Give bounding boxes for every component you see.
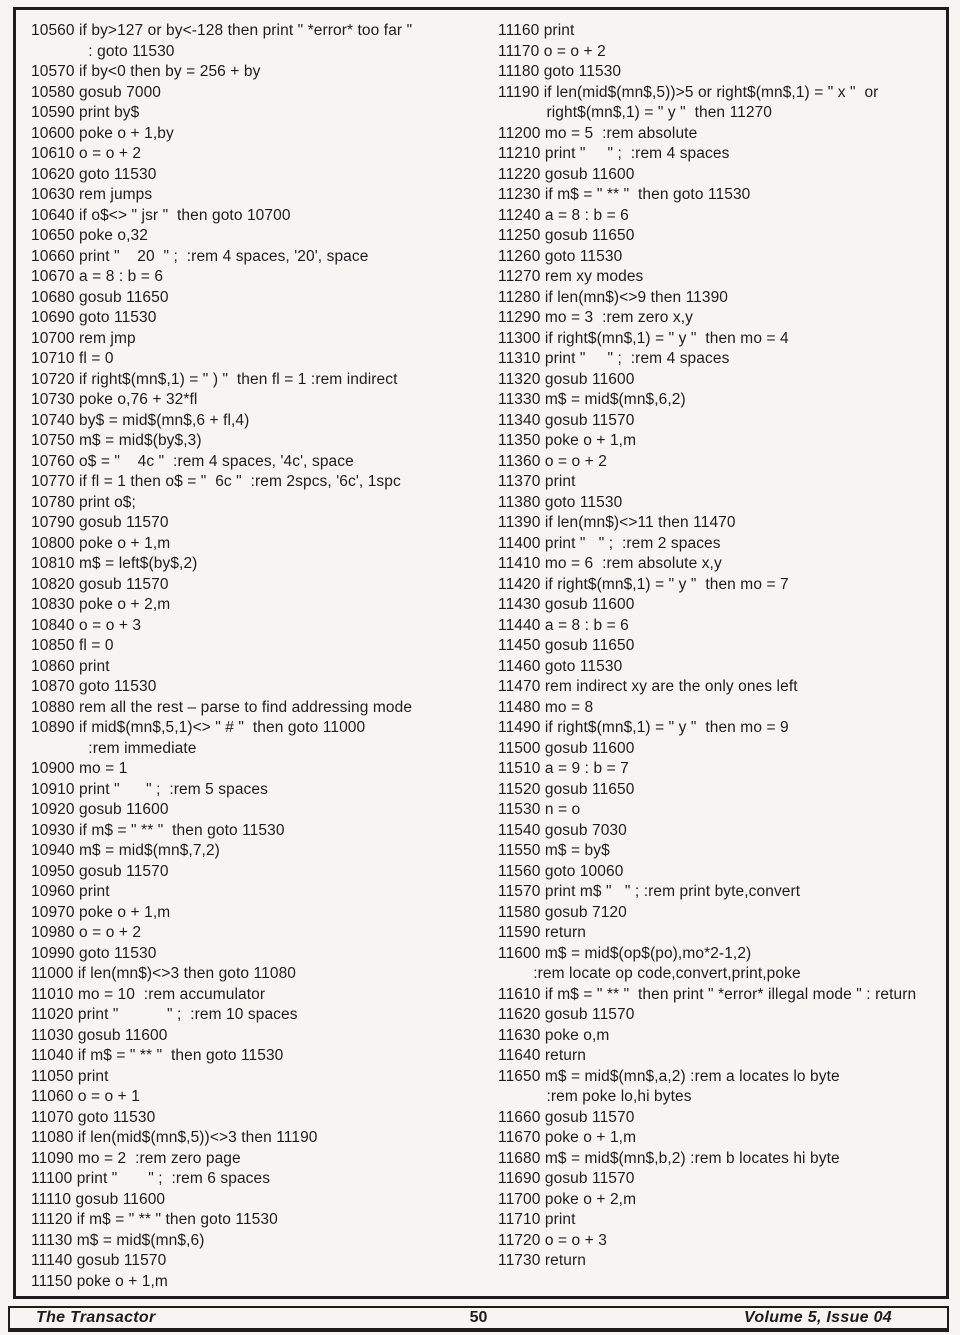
code-line: 11450 gosub 11650 — [498, 637, 635, 654]
code-line: 11000 if len(mn$)<>3 then goto 11080 — [31, 965, 297, 982]
code-line: 11470 rem indirect xy are the only ones left — [498, 678, 798, 695]
code-line: 10800 poke o + 1,m — [31, 534, 171, 552]
code-line: 10600 poke o + 1,by — [31, 124, 174, 142]
code-line: 11690 gosub 11570 — [498, 1170, 635, 1187]
code-line: 11510 a = 9 : b = 7 — [498, 760, 629, 777]
code-line: 11130 m$ = mid$(mn$,6) — [31, 1231, 205, 1249]
code-line: 11680 m$ = mid$(mn$,b,2) :rem b locates hi byte — [498, 1149, 840, 1167]
code-line: 10740 by$ = mid$(mn$,6 + fl,4) — [31, 411, 250, 429]
code-line: 11710 print — [498, 1211, 576, 1228]
page-number: 50 — [469, 1309, 488, 1326]
code-line: 10940 m$ = mid$(mn$,7,2) — [31, 842, 220, 859]
code-line: 11110 gosub 11600 — [31, 1190, 166, 1208]
code-line: 11190 if len(mid$(mn$,5))>5 or right$(mn$,1) = " x " or — [498, 83, 879, 101]
code-line: 11600 m$ = mid$(op$(po),mo*2-1,2) — [498, 944, 752, 962]
code-listing-box — [13, 7, 949, 1299]
code-line: 11620 gosub 11570 — [498, 1006, 635, 1023]
code-line: 11220 gosub 11600 — [498, 165, 635, 183]
code-line: 10700 rem jmp — [31, 329, 136, 347]
code-line: 11020 print " " ; :rem 10 spaces — [31, 1006, 298, 1023]
code-line: 10840 o = o + 3 — [31, 616, 142, 634]
code-line: 10950 gosub 11570 — [31, 862, 169, 880]
code-line: 11360 o = o + 2 — [498, 452, 607, 470]
code-line: 11460 goto 11530 — [498, 657, 623, 675]
code-line: 11060 o = o + 1 — [31, 1088, 140, 1105]
code-line: 11630 poke o,m — [498, 1026, 610, 1044]
code-line: 11520 gosub 11650 — [498, 780, 635, 798]
code-line: 11250 gosub 11650 — [498, 227, 635, 244]
code-line: 10820 gosub 11570 — [31, 575, 169, 593]
code-line: 11150 poke o + 1,m — [31, 1272, 168, 1290]
issue-label: Volume 5, Issue 04 — [744, 1309, 892, 1326]
code-line: 11290 mo = 3 :rem zero x,y — [498, 309, 693, 326]
code-line: 11340 gosub 11570 — [498, 411, 635, 429]
code-line: 10900 mo = 1 — [31, 760, 128, 777]
code-line: 11330 m$ = mid$(mn$,6,2) — [498, 391, 686, 408]
code-line: 11180 goto 11530 — [498, 63, 622, 80]
code-line: 11230 if m$ = " ** " then goto 11530 — [498, 186, 751, 203]
code-line: 11040 if m$ = " ** " then goto 11530 — [31, 1047, 284, 1064]
code-line: 11370 print — [498, 473, 576, 490]
code-line: 10920 gosub 11600 — [31, 801, 169, 818]
code-line: :rem locate op code,convert,print,poke — [498, 965, 801, 982]
code-line: 11700 poke o + 2,m — [498, 1190, 637, 1208]
code-line: :rem poke lo,hi bytes — [498, 1088, 692, 1105]
code-line: 11050 print — [31, 1067, 109, 1085]
code-line: 11300 if right$(mn$,1) = " y " then mo = 4 — [498, 329, 789, 347]
code-line: 11170 o = o + 2 — [498, 42, 606, 60]
code-line: 10870 goto 11530 — [31, 678, 157, 695]
code-line: 11500 gosub 11600 — [498, 739, 635, 757]
code-line: 10710 fl = 0 — [31, 350, 114, 367]
code-line: 10770 if fl = 1 then o$ = " 6c " :rem 2spcs, '6c', 1spc — [31, 473, 401, 490]
code-line: :rem immediate — [31, 739, 197, 757]
code-line: 11070 goto 11530 — [31, 1108, 156, 1126]
code-line: 11530 n = o — [498, 801, 581, 818]
code-line: 10970 poke o + 1,m — [31, 903, 171, 921]
code-line: 10790 gosub 11570 — [31, 514, 169, 531]
code-line: 11270 rem xy modes — [498, 268, 644, 285]
code-line: 10690 goto 11530 — [31, 309, 157, 326]
code-line: 11200 mo = 5 :rem absolute — [498, 124, 698, 142]
code-line: 11160 print — [498, 22, 575, 39]
code-line: 10910 print " " ; :rem 5 spaces — [31, 780, 268, 798]
code-line: 11590 return — [498, 924, 586, 941]
code-line: 10650 poke o,32 — [31, 227, 148, 244]
code-line: 10630 rem jumps — [31, 186, 153, 203]
page-footer — [8, 1306, 949, 1332]
publication-name: The Transactor — [36, 1309, 156, 1326]
code-line: 11660 gosub 11570 — [498, 1108, 635, 1126]
code-line: 10660 print " 20 " ; :rem 4 spaces, '20', space — [31, 247, 369, 265]
code-line: 11480 mo = 8 — [498, 698, 594, 716]
code-line: 11140 gosub 11570 — [31, 1252, 167, 1269]
code-line: 11400 print " " ; :rem 2 spaces — [498, 534, 721, 552]
code-line: 11100 print " " ; :rem 6 spaces — [31, 1170, 271, 1187]
code-line: 11610 if m$ = " ** " then print " *error* illegal mode " : return — [498, 985, 917, 1003]
code-line: 11260 goto 11530 — [498, 247, 623, 265]
code-line: 11420 if right$(mn$,1) = " y " then mo = 7 — [498, 575, 789, 593]
code-line: 11350 poke o + 1,m — [498, 432, 637, 449]
code-line: 10590 print by$ — [31, 104, 140, 121]
code-line: 11030 gosub 11600 — [31, 1026, 168, 1044]
code-line: 11730 return — [498, 1252, 586, 1269]
code-line: 10730 poke o,76 + 32*fl — [31, 391, 198, 408]
code-line: 11430 gosub 11600 — [498, 596, 635, 613]
code-line: 11380 goto 11530 — [498, 493, 623, 511]
code-line: 10860 print — [31, 657, 110, 675]
code-line: 11560 goto 10060 — [498, 862, 624, 880]
code-line: 10890 if mid$(mn$,5,1)<> " # " then goto 11000 — [31, 719, 366, 736]
code-line: 10930 if m$ = " ** " then goto 11530 — [31, 821, 285, 839]
code-line: 11280 if len(mn$)<>9 then 11390 — [498, 288, 729, 306]
code-line: 10850 fl = 0 — [31, 637, 114, 654]
code-line: 10880 rem all the rest – parse to find addressing mode — [31, 698, 413, 716]
code-line: 10670 a = 8 : b = 6 — [31, 268, 164, 285]
code-line: 11310 print " " ; :rem 4 spaces — [498, 350, 730, 367]
code-line: 11490 if right$(mn$,1) = " y " then mo = 9 — [498, 719, 789, 736]
code-line: 11240 a = 8 : b = 6 — [498, 206, 629, 224]
code-line: 11410 mo = 6 :rem absolute x,y — [498, 555, 722, 572]
code-line: 11580 gosub 7120 — [498, 903, 627, 921]
code-column-right — [498, 21, 948, 1272]
code-line: 11120 if m$ = " ** " then goto 11530 — [31, 1211, 278, 1228]
code-column-left — [31, 21, 486, 1292]
code-line: 11090 mo = 2 :rem zero page — [31, 1149, 241, 1167]
code-line: 11640 return — [498, 1047, 586, 1064]
code-line: 11540 gosub 7030 — [498, 821, 627, 839]
code-line: 10990 goto 11530 — [31, 944, 157, 962]
code-line: 10780 print o$; — [31, 493, 136, 511]
code-line: 11650 m$ = mid$(mn$,a,2) :rem a locates lo byte — [498, 1067, 840, 1085]
code-line: 10960 print — [31, 883, 110, 900]
code-line: 10570 if by<0 then by = 256 + by — [31, 63, 261, 80]
code-line: 10720 if right$(mn$,1) = " ) " then fl = 1 :rem indirect — [31, 370, 398, 388]
code-line: 10640 if o$<> " jsr " then goto 10700 — [31, 206, 291, 224]
code-line: 11390 if len(mn$)<>11 then 11470 — [498, 514, 736, 531]
code-line: 10580 gosub 7000 — [31, 83, 162, 101]
code-line: 10610 o = o + 2 — [31, 145, 142, 162]
code-line: 10560 if by>127 or by<-128 then print " *error* too far " — [31, 22, 413, 39]
code-line: right$(mn$,1) = " y " then 11270 — [498, 104, 773, 121]
code-line: 11570 print m$ " " ; :rem print byte,convert — [498, 883, 801, 900]
code-line: 10750 m$ = mid$(by$,3) — [31, 432, 202, 449]
code-line: 11080 if len(mid$(mn$,5))<>3 then 11190 — [31, 1129, 318, 1146]
code-line: 11720 o = o + 3 — [498, 1231, 607, 1249]
code-line: 10980 o = o + 2 — [31, 924, 142, 941]
code-line: : goto 11530 — [31, 42, 175, 60]
code-line: 10810 m$ = left$(by$,2) — [31, 555, 198, 572]
code-line: 10680 gosub 11650 — [31, 288, 169, 306]
code-line: 11670 poke o + 1,m — [498, 1129, 637, 1146]
code-line: 11210 print " " ; :rem 4 spaces — [498, 145, 730, 162]
code-line: 11010 mo = 10 :rem accumulator — [31, 985, 266, 1003]
code-line: 11320 gosub 11600 — [498, 370, 635, 388]
code-line: 11550 m$ = by$ — [498, 842, 610, 859]
code-line: 10760 o$ = " 4c " :rem 4 spaces, '4c', space — [31, 452, 354, 470]
code-line: 10620 goto 11530 — [31, 165, 157, 183]
code-line: 11440 a = 8 : b = 6 — [498, 616, 629, 634]
code-line: 10830 poke o + 2,m — [31, 596, 171, 613]
